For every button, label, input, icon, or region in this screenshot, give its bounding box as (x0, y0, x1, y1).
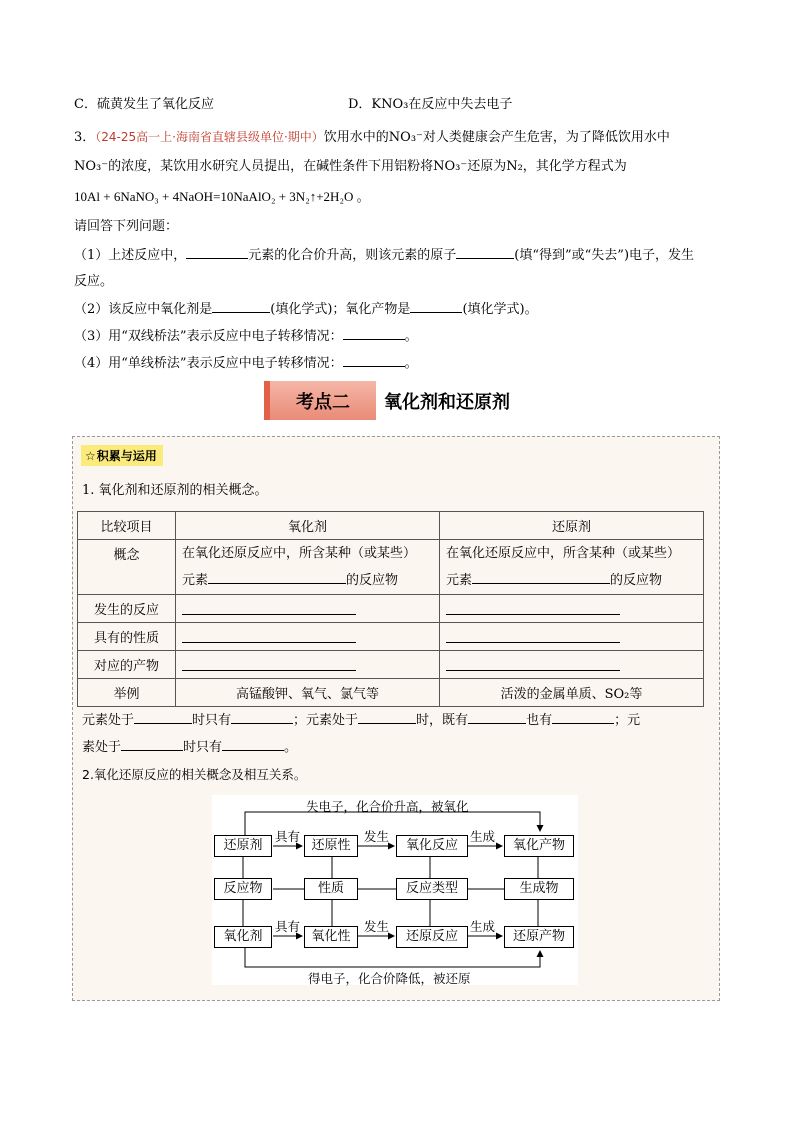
node-reducing-agent: 还原剂 (214, 835, 272, 857)
box-tag-label: 积累与运用 (96, 449, 157, 463)
table-cell (176, 540, 440, 595)
blank-input[interactable] (212, 299, 270, 313)
row-label: 对应的产物 (78, 651, 176, 679)
node-oxidation-product: 氧化产物 (504, 835, 574, 857)
arrow-label-produce: 生成 (470, 919, 496, 934)
table-cell (440, 623, 704, 651)
node-product: 生成物 (504, 878, 574, 900)
option-c: C．硫黄发生了氧化反应 (74, 97, 214, 112)
table-cell (440, 651, 704, 679)
row-label: 概念 (78, 540, 176, 595)
table-cell (440, 540, 704, 595)
bottom-label: 得电子，化合价降低，被还原 (308, 971, 471, 986)
box-item-1: 1. 氧化剂和还原剂的相关概念。 (82, 483, 268, 498)
blank-input[interactable] (134, 710, 192, 724)
blank-input[interactable] (186, 245, 248, 259)
table-header: 氧化剂 (176, 512, 440, 540)
table-row (78, 651, 704, 679)
node-reduction-reaction: 还原反应 (396, 926, 468, 948)
redox-relationship-diagram (212, 795, 578, 985)
table-header-row (78, 512, 704, 540)
blank-input[interactable] (456, 245, 514, 259)
blank-input[interactable] (182, 599, 356, 615)
blank-input[interactable] (208, 570, 346, 584)
sub-question-1-cont: 反应。 (74, 274, 114, 289)
question-3-line2: NO₃⁻的浓度，某饮用水研究人员提出，在碱性条件下用铝粉将NO₃⁻还原为N₂，其化学方程式为 (74, 159, 627, 174)
sub3-text: （3）用“双线桥法”表示反应中电子转移情况： (74, 329, 343, 344)
comparison-table (77, 511, 704, 707)
cell-text: 在氧化还原反应中，所含某种（或某些） (446, 546, 681, 561)
node-reducibility: 还原性 (304, 835, 358, 857)
blank-input[interactable] (121, 737, 183, 751)
blank-input[interactable] (182, 627, 356, 643)
text: ；元 (614, 713, 641, 728)
section-banner (264, 381, 510, 420)
sub1-text-c: (填“得到”或“失去”)电子，发生 (514, 248, 695, 263)
blank-input[interactable] (552, 710, 614, 724)
chemical-equation: 10Al + 6NaNO₃ + 4NaOH=10NaAlO₂ + 3N₂↑+2H₂O 。 (74, 189, 370, 204)
text: 时，既有 (416, 713, 469, 728)
blank-input[interactable] (182, 655, 356, 671)
cell-text: 元素 (182, 573, 209, 588)
sub-question-1 (74, 245, 694, 266)
cell-text: 元素 (446, 573, 473, 588)
cell-text: 的反应物 (346, 573, 399, 588)
sub-question-3 (74, 326, 418, 347)
question-3-line1 (74, 127, 670, 148)
question-text: 饮用水中的NO₃⁻对人类健康会产生危害，为了降低饮用水中 (323, 130, 670, 145)
blank-input[interactable] (468, 710, 526, 724)
blank-input[interactable] (343, 353, 405, 367)
box-item-2: 2.氧化还原反应的相关概念及相互关系。 (82, 767, 307, 782)
sub-question-2 (74, 299, 538, 320)
table-header: 还原剂 (440, 512, 704, 540)
option-d: D．KNO₃在反应中失去电子 (348, 97, 513, 112)
valence-line-2 (82, 737, 297, 758)
node-property: 性质 (304, 878, 358, 900)
top-label: 失电子，化合价升高，被氧化 (306, 799, 469, 814)
table-cell: 活泼的金属单质、SO₂等 (440, 679, 704, 707)
node-oxidizability: 氧化性 (304, 926, 358, 948)
table-cell: 高锰酸钾、氧气、氯气等 (176, 679, 440, 707)
box-tag (81, 445, 163, 466)
arrow-label-undergo: 发生 (364, 829, 390, 844)
node-oxidation-reaction: 氧化反应 (396, 835, 468, 857)
blank-input[interactable] (222, 737, 284, 751)
node-oxidizing-agent: 氧化剂 (214, 926, 272, 948)
node-reactant: 反应物 (214, 878, 272, 900)
period: 。 (404, 329, 418, 344)
text: ；元素处于 (293, 713, 359, 728)
blank-input[interactable] (358, 710, 416, 724)
table-row (78, 595, 704, 623)
table-row (78, 540, 704, 595)
sub-question-4 (74, 353, 418, 374)
row-label: 举例 (78, 679, 176, 707)
sub2-text-c: (填化学式)。 (462, 302, 538, 317)
question-source: （24-25高一上·海南省直辖县级单位·期中） (95, 130, 324, 144)
node-reaction-type: 反应类型 (396, 878, 468, 900)
blank-input[interactable] (410, 299, 462, 313)
table-cell (176, 651, 440, 679)
valence-line-1 (82, 710, 640, 731)
sub2-text-a: （2）该反应中氧化剂是 (74, 302, 213, 317)
text: 。 (284, 740, 298, 755)
text: 元素处于 (82, 713, 135, 728)
blank-input[interactable] (343, 326, 405, 340)
sub1-text-b: 元素的化合价升高，则该元素的原子 (248, 248, 457, 263)
text: 也有 (526, 713, 553, 728)
sub2-text-b: (填化学式)；氧化产物是 (270, 302, 411, 317)
cell-text: 在氧化还原反应中，所含某种（或某些） (182, 546, 417, 561)
arrow-label-undergo: 发生 (364, 919, 390, 934)
answer-prompt: 请回答下列问题： (74, 219, 179, 234)
table-header: 比较项目 (78, 512, 176, 540)
cell-text: 的反应物 (610, 573, 663, 588)
arrow-label-have: 具有 (275, 919, 301, 934)
blank-input[interactable] (446, 627, 620, 643)
section-tag: 考点二 (264, 381, 376, 420)
table-cell (440, 595, 704, 623)
table-cell (176, 623, 440, 651)
table-cell (176, 595, 440, 623)
text: 素处于 (82, 740, 122, 755)
arrow-label-produce: 生成 (470, 829, 496, 844)
period: 。 (404, 356, 418, 371)
text: 时只有 (192, 713, 232, 728)
star-icon: ☆ (85, 448, 96, 463)
blank-input[interactable] (446, 655, 620, 671)
question-number: 3． (74, 130, 96, 145)
blank-input[interactable] (472, 570, 610, 584)
arrow-label-have: 具有 (275, 829, 301, 844)
sub1-text-a: （1）上述反应中， (74, 248, 187, 263)
blank-input[interactable] (231, 710, 293, 724)
node-reduction-product: 还原产物 (504, 926, 574, 948)
section-title: 氧化剂和还原剂 (384, 391, 510, 413)
blank-input[interactable] (446, 599, 620, 615)
row-label: 发生的反应 (78, 595, 176, 623)
text: 时只有 (183, 740, 223, 755)
sub4-text: （4）用“单线桥法”表示反应中电子转移情况： (74, 356, 343, 371)
table-row (78, 623, 704, 651)
table-row (78, 679, 704, 707)
row-label: 具有的性质 (78, 623, 176, 651)
